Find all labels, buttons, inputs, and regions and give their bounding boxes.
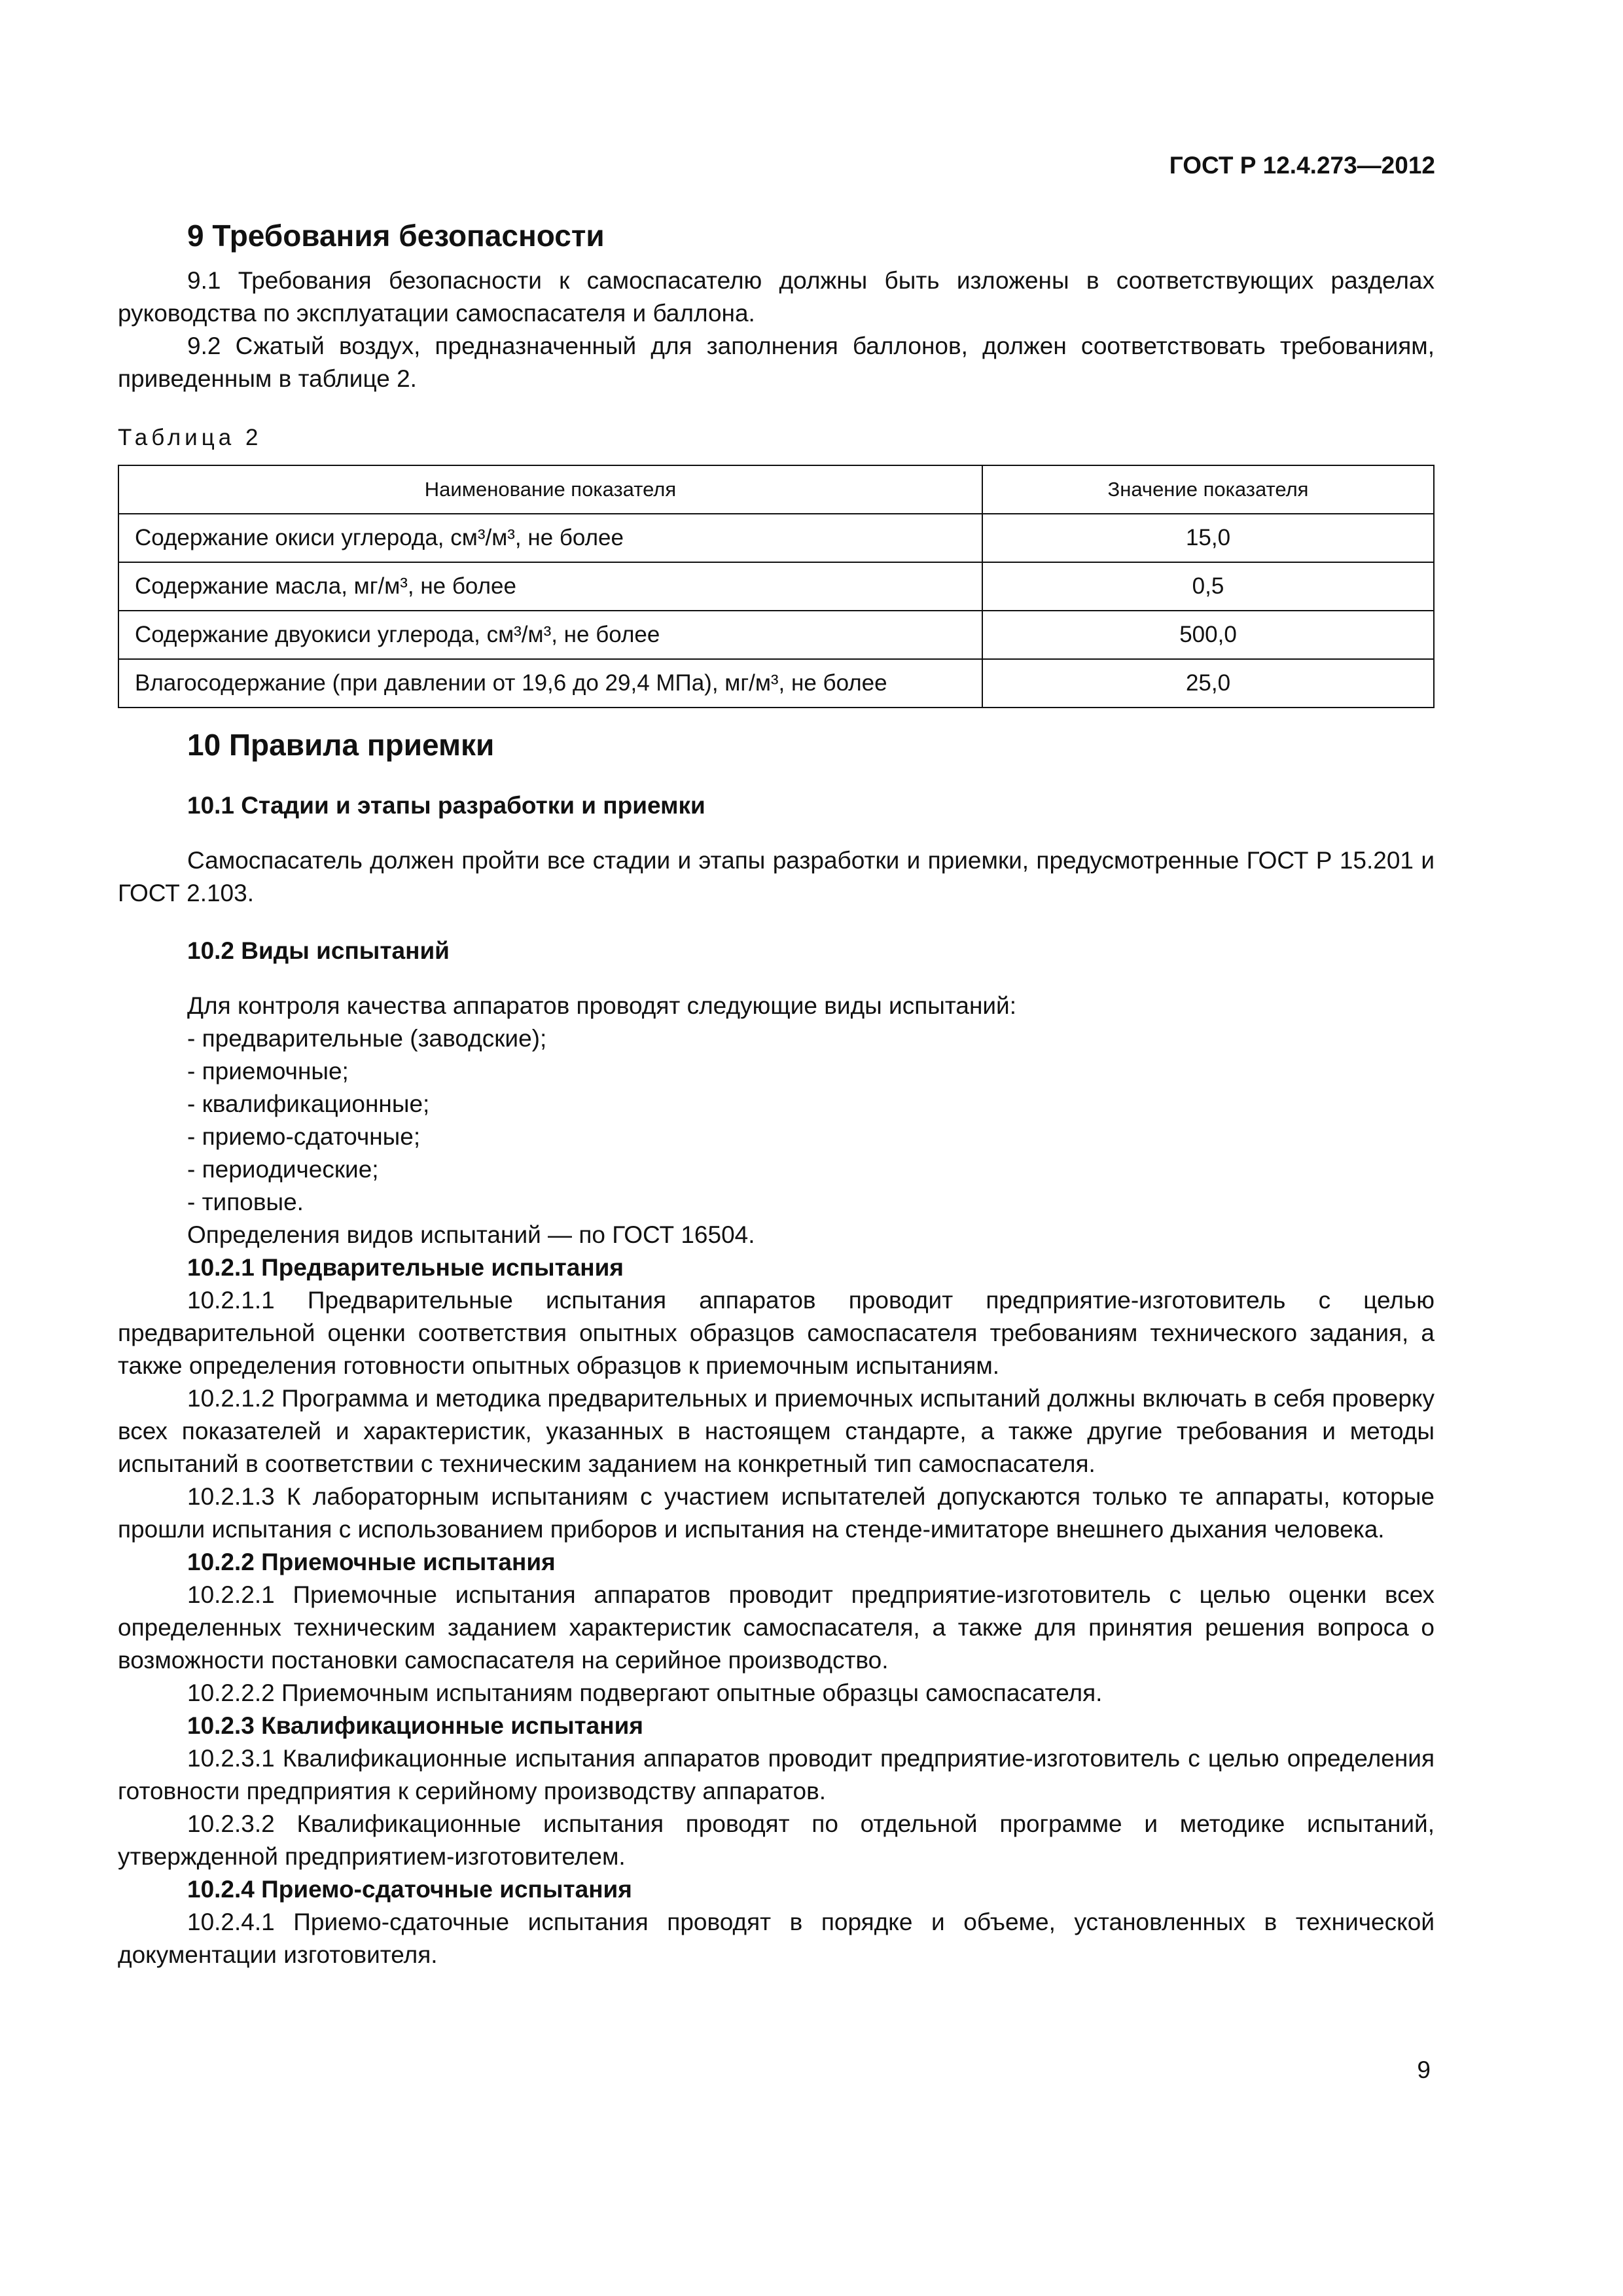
page-number: 9 (1417, 2056, 1431, 2083)
paragraph-10-2-intro: Для контроля качества аппаратов проводят следующие виды испытаний: (187, 992, 1016, 1019)
table-cell-name: Содержание масла, мг/м³, не более (118, 562, 982, 611)
column-header-value: Значение показателя (982, 465, 1434, 514)
table-header-row (118, 465, 1434, 514)
subsection-10-2-4-heading: 10.2.4 Приемо-сдаточные испытания (187, 1876, 632, 1903)
table-row (118, 659, 1434, 708)
subsection-10-2-3-heading: 10.2.3 Квалификационные испытания (187, 1712, 643, 1739)
table-cell-value: 25,0 (982, 659, 1434, 708)
subsection-10-2-2-heading: 10.2.2 Приемочные испытания (187, 1549, 556, 1575)
list-item: - периодические; (187, 1156, 379, 1183)
paragraph-10-2-2-1: 10.2.2.1 Приемочные испытания аппаратов проводит предприятие-изготовитель с целью оценки всех определенных техническим заданием характеристик самоспасателя, а также для принятия решения вопроса о возможности постановки самоспасателя на серийное производство. (118, 1581, 1435, 1674)
paragraph-10-2-1-1: 10.2.1.1 Предварительные испытания аппаратов проводит предприятие-изготовитель с целью предварительной оценки соответствия опытных образцов самоспасателя требованиям технического задания, а также определения готовности опытных образцов к приемочным испытаниям. (118, 1287, 1435, 1379)
paragraph-10-2-1-2: 10.2.1.2 Программа и методика предварительных и приемочных испытаний должны включать в себя проверку всех показателей и характеристик, указанных в настоящем стандарте, а также другие требования и методы испытаний в соответствии с техническим заданием на конкретный тип самоспасателя. (118, 1385, 1435, 1477)
table-cell-name: Содержание окиси углерода, см³/м³, не более (118, 514, 982, 562)
paragraph-9-1: 9.1 Требования безопасности к самоспасателю должны быть изложены в соответствующих разделах руководства по эксплуатации самоспасателя и баллона. (118, 267, 1435, 327)
section-10-heading: 10 Правила приемки (187, 728, 495, 762)
subsection-10-1-heading: 10.1 Стадии и этапы разработки и приемки (187, 792, 705, 819)
list-item: - предварительные (заводские); (187, 1025, 547, 1052)
paragraph-10-2-2-2: 10.2.2.2 Приемочным испытаниям подвергают опытные образцы самоспасателя. (187, 1679, 1103, 1706)
table-cell-value: 0,5 (982, 562, 1434, 611)
page-content (118, 216, 1435, 1971)
list-item: - типовые. (187, 1189, 304, 1215)
paragraph-10-1: Самоспасатель должен пройти все стадии и этапы разработки и приемки, предусмотренные ГОСТ Р 15.201 и ГОСТ 2.103. (118, 847, 1435, 906)
requirements-table (118, 465, 1435, 708)
paragraph-10-2-1-3: 10.2.1.3 К лабораторным испытаниям с участием испытателей допускаются только те аппараты, которые прошли испытания с использованием приборов и испытания на стенде-имитаторе внешнего дыхания человека. (118, 1483, 1435, 1543)
list-item: - приемо-сдаточные; (187, 1123, 421, 1150)
table-row (118, 611, 1434, 659)
table-cell-value: 500,0 (982, 611, 1434, 659)
table-row (118, 562, 1434, 611)
subsection-10-2-1-heading: 10.2.1 Предварительные испытания (187, 1254, 624, 1281)
paragraph-definitions: Определения видов испытаний — по ГОСТ 16504. (187, 1221, 755, 1248)
section-9-heading: 9 Требования безопасности (187, 219, 605, 253)
paragraph-10-2-4-1: 10.2.4.1 Приемо-сдаточные испытания проводят в порядке и объеме, установленных в технической документации изготовителя. (118, 1909, 1435, 1968)
table-cell-value: 15,0 (982, 514, 1434, 562)
table-row (118, 514, 1434, 562)
paragraph-9-2: 9.2 Сжатый воздух, предназначенный для заполнения баллонов, должен соответствовать требованиям, приведенным в таблице 2. (118, 332, 1435, 392)
column-header-name: Наименование показателя (118, 465, 982, 514)
table-cell-name: Влагосодержание (при давлении от 19,6 до 29,4 МПа), мг/м³, не более (118, 659, 982, 708)
subsection-10-2-heading: 10.2 Виды испытаний (187, 937, 450, 964)
table-cell-name: Содержание двуокиси углерода, см³/м³, не более (118, 611, 982, 659)
table-caption: Таблица 2 (118, 425, 262, 450)
paragraph-10-2-3-2: 10.2.3.2 Квалификационные испытания проводят по отдельной программе и методике испытаний, утвержденной предприятием-изготовителем. (118, 1810, 1435, 1870)
list-item: - приемочные; (187, 1058, 349, 1085)
paragraph-10-2-3-1: 10.2.3.1 Квалификационные испытания аппаратов проводит предприятие-изготовитель с целью определения готовности предприятия к серийному производству аппаратов. (118, 1745, 1435, 1804)
list-item: - квалификационные; (187, 1090, 430, 1117)
standard-identifier: ГОСТ Р 12.4.273—2012 (1169, 152, 1435, 179)
